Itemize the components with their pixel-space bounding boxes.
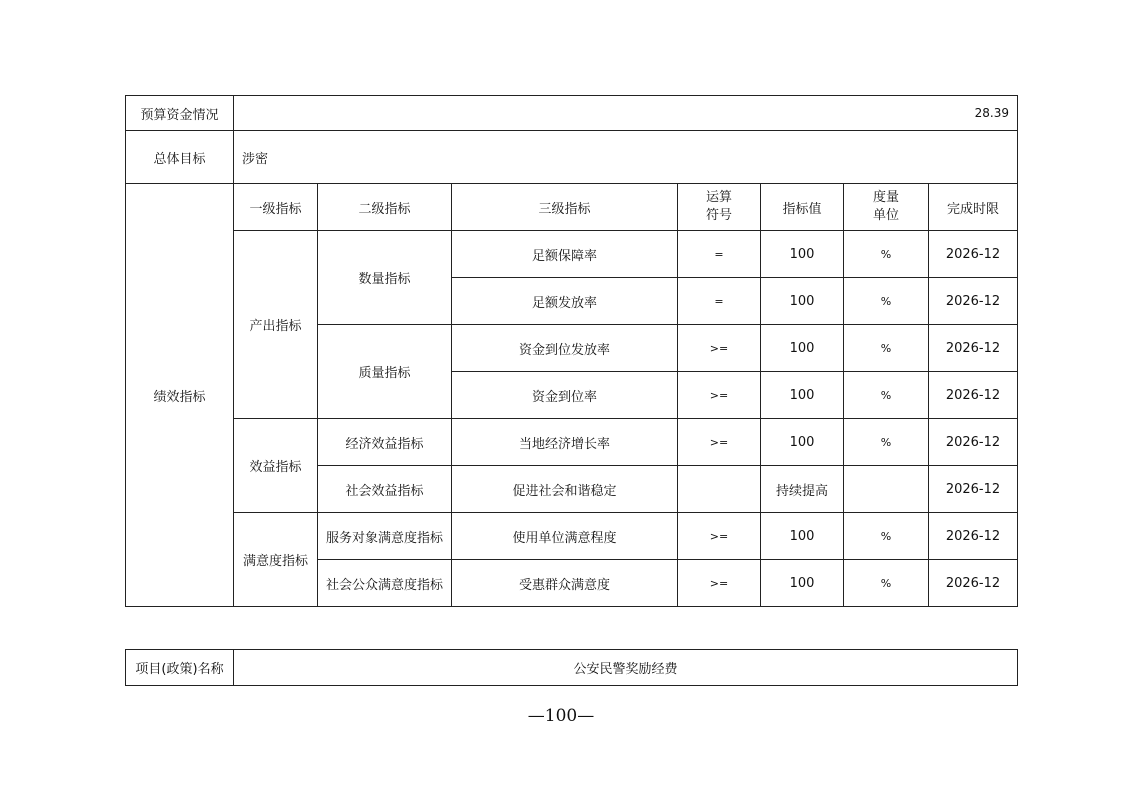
level1-cell: 满意度指标 [234,513,318,607]
deadline-cell: 2026-12 [929,231,1018,278]
budget-value: 28.39 [234,96,1018,131]
value-cell: 100 [761,372,844,419]
header-value: 指标值 [761,184,844,231]
header-operator-line2: 符号 [705,208,732,223]
unit-cell: % [844,372,929,419]
performance-label: 绩效指标 [126,184,234,607]
project-row [126,650,1018,686]
deadline-cell: 2026-12 [929,419,1018,466]
page-number: —100— [527,706,595,726]
level2-cell: 经济效益指标 [318,419,452,466]
operator-cell: >= [678,325,761,372]
header-unit-line2: 单位 [872,208,899,223]
goal-value: 涉密 [234,131,1018,184]
unit-cell: % [844,231,929,278]
goal-row [126,131,1018,184]
level3-cell: 促进社会和谐稳定 [452,466,678,513]
value-cell: 100 [761,560,844,607]
goal-label: 总体目标 [126,131,234,184]
project-table [125,649,1018,686]
deadline-cell: 2026-12 [929,560,1018,607]
level1-cell: 产出指标 [234,231,318,419]
unit-cell [844,466,929,513]
header-level2: 二级指标 [318,184,452,231]
header-operator-line1: 运算 [705,190,732,205]
operator-cell: >= [678,513,761,560]
deadline-cell: 2026-12 [929,466,1018,513]
value-cell: 100 [761,278,844,325]
header-deadline: 完成时限 [929,184,1018,231]
header-operator [678,184,761,231]
project-name: 公安民警奖励经费 [234,650,1018,686]
table-row [126,513,1018,560]
deadline-cell: 2026-12 [929,325,1018,372]
value-cell: 100 [761,231,844,278]
level3-cell: 受惠群众满意度 [452,560,678,607]
header-unit-line1: 度量 [872,190,899,205]
value-cell: 100 [761,325,844,372]
performance-table [125,95,1018,607]
deadline-cell: 2026-12 [929,513,1018,560]
level2-cell: 数量指标 [318,231,452,325]
level3-cell: 资金到位发放率 [452,325,678,372]
level3-cell: 使用单位满意程度 [452,513,678,560]
level3-cell: 足额发放率 [452,278,678,325]
table-row [126,419,1018,466]
budget-label: 预算资金情况 [126,96,234,131]
project-label: 项目(政策)名称 [126,650,234,686]
budget-row [126,96,1018,131]
unit-cell: % [844,419,929,466]
deadline-cell: 2026-12 [929,278,1018,325]
operator-cell [678,466,761,513]
unit-cell: % [844,325,929,372]
operator-cell: >= [678,419,761,466]
value-cell: 100 [761,513,844,560]
operator-cell: >= [678,372,761,419]
unit-cell: % [844,278,929,325]
level2-cell: 服务对象满意度指标 [318,513,452,560]
table-row [126,231,1018,278]
level1-cell: 效益指标 [234,419,318,513]
value-cell: 持续提高 [761,466,844,513]
operator-cell: >= [678,560,761,607]
value-cell: 100 [761,419,844,466]
deadline-cell: 2026-12 [929,372,1018,419]
header-row [126,184,1018,231]
level2-cell: 质量指标 [318,325,452,419]
operator-cell: = [678,231,761,278]
level3-cell: 足额保障率 [452,231,678,278]
unit-cell: % [844,513,929,560]
header-unit [844,184,929,231]
header-level3: 三级指标 [452,184,678,231]
level2-cell: 社会效益指标 [318,466,452,513]
header-level1: 一级指标 [234,184,318,231]
level2-cell: 社会公众满意度指标 [318,560,452,607]
level3-cell: 资金到位率 [452,372,678,419]
operator-cell: = [678,278,761,325]
level3-cell: 当地经济增长率 [452,419,678,466]
unit-cell: % [844,560,929,607]
